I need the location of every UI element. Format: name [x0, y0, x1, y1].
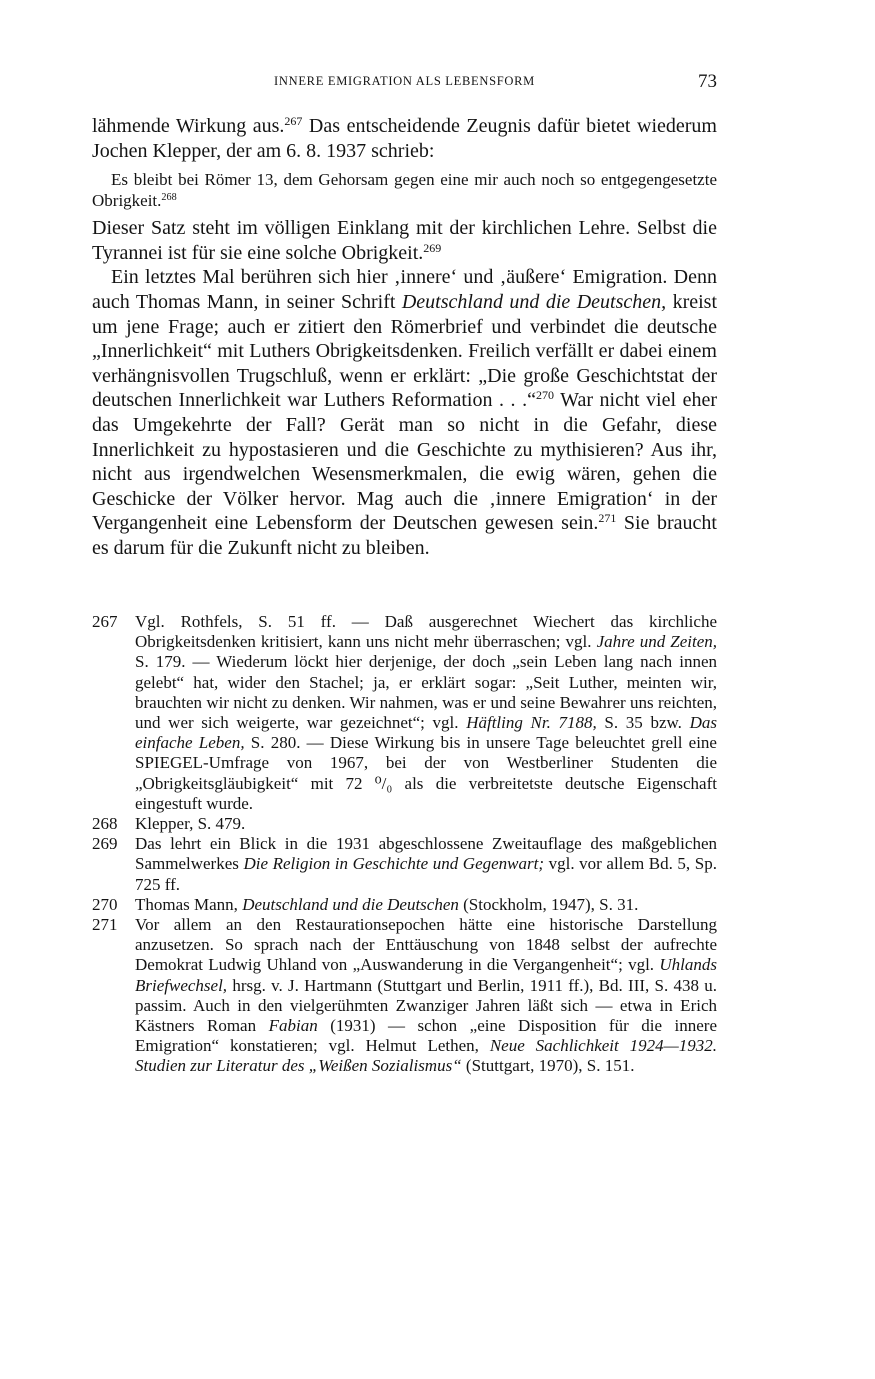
footnote-number: 268 — [92, 814, 118, 834]
text: S. 179. — Wiederum löckt hier derjenige, der doch „sein Leben lang nach innen gelebt“ hat, wider den Stachel; ja, er erklärt sogar: „Seit Luther, meinten wir, brauchten wir nicht zu denken. Wir nahmen, was er und seine Bewahrer uns reichten, und wer sich weigerte, war gezeichnet“; vgl. — [135, 652, 717, 733]
footnote-text — [135, 895, 717, 915]
footnote-270 — [92, 895, 717, 915]
footnote-number: 270 — [92, 894, 118, 914]
cited-title: Häftling Nr. 7188, — [466, 713, 597, 733]
running-head — [92, 72, 717, 94]
text: Das lehrt ein Blick in die 1931 abgeschlossene Zweitauflage des maßgeblichen Sammelwerkes — [135, 834, 717, 874]
text: Thomas Mann, — [135, 894, 243, 914]
footnote-text — [135, 915, 717, 1077]
text: kreist um jene Frage; auch er zitiert den Römerbrief und verbindet die deutsche „Innerlichkeit“ mit Luthers Obrigkeitsdenken. Freilich verfällt er dabei einem verhängnisvollen Trugschluß, wenn er erklärt: „Die große Geschichtstat der deutschen Innerlichkeit war Luthers Reformation . . .“ — [92, 290, 717, 412]
cited-title: Uhlands Briefwechsel, — [135, 955, 717, 995]
text: hrsg. v. J. Hartmann (Stuttgart und Berlin, 1911 ff.), Bd. III, S. 438 u. passim. Auch in den vielgerühmten Zwanziger Jahren läßt sich — etwa in Erich Kästners Roman — [135, 975, 717, 1036]
footnote-267 — [92, 612, 717, 814]
cited-title: Deutschland und die Deutschen — [242, 894, 459, 914]
page-number: 73 — [698, 71, 717, 92]
footnote-text — [135, 834, 717, 895]
footnote-ref-271[interactable]: 271 — [598, 511, 617, 526]
footnote-ref-269[interactable]: 269 — [423, 240, 442, 255]
text: Vor allem an den Restaurationsepochen hätte eine historische Darstellung anzusetzen. So sprach nach der Enttäuschung von 1848 selbst der aufrechte Demokrat Ludwig Uhland von „Auswanderung in die Vergangenheit“; vgl. — [135, 915, 717, 975]
cited-title: Das einfache Leben, — [135, 713, 717, 753]
text: lähmende Wirkung aus. — [92, 115, 285, 137]
quote-text: Es bleibt bei Römer 13, dem Gehorsam gegen eine mir auch noch so entgegengesetzte Obrigkeit. — [92, 170, 717, 210]
footnote-number: 269 — [92, 834, 118, 854]
text: Vgl. Rothfels, S. 51 ff. — Daß ausgerechnet Wiechert das kirchliche Obrigkeitsdenken kritisiert, kann uns nicht mehr überraschen; vgl. — [135, 612, 717, 652]
text: Das entscheidende Zeugnis dafür bietet wiederum Jochen Klepper, der am 6. 8. 1937 schrieb: — [92, 115, 717, 162]
main-text — [92, 114, 717, 561]
cited-title: Jahre und Zeiten, — [596, 632, 717, 652]
footnote-number: 267 — [92, 612, 118, 631]
cited-title: Neue Sachlichkeit 1924—1932. Studien zur Literatur des „Weißen Sozialismus“ — [135, 1036, 718, 1076]
text: Dieser Satz steht im völligen Einklang mit der kirchlichen Lehre. Selbst die Tyrannei ist für sie eine solche Obrigkeit. — [92, 217, 717, 264]
footnote-text — [135, 612, 717, 814]
paragraph-1 — [92, 114, 717, 163]
footnote-number: 271 — [92, 915, 118, 935]
text: S. 35 bzw. — [596, 713, 690, 733]
running-title: INNERE EMIGRATION ALS LEBENSFORM — [274, 74, 535, 88]
footnote-ref-268[interactable]: 268 — [161, 191, 177, 203]
footnote-ref-270[interactable]: 270 — [535, 388, 554, 403]
book-title: Deutschland und die Deutschen, — [401, 290, 667, 313]
footnote-269 — [92, 834, 717, 895]
text: Sie braucht es darum für die Zukunft nicht zu bleiben. — [92, 512, 717, 559]
cited-title: Fabian — [268, 1016, 318, 1036]
footnote-271 — [92, 915, 717, 1077]
footnote-ref-267[interactable]: 267 — [284, 113, 303, 128]
footnotes — [92, 612, 717, 1077]
text: Ein letztes Mal berühren sich hier ‚innere‘ und ‚äußere‘ Emigration. Denn auch Thomas Mann, in seiner Schrift — [92, 266, 717, 313]
paragraph-3 — [92, 265, 717, 560]
paragraph-2 — [92, 216, 717, 265]
footnote-268 — [92, 814, 717, 834]
text: War nicht viel eher das Umgekehrte der Fall? Gerät man so nicht in die Gefahr, diese Innerlichkeit zu hypostasieren und die Geschichte zu mythisieren? Aus ihr, nicht aus irgendwelchen Wesensmerkmalen, die ewig wären, gehen die Geschicke der Völker hervor. Mag auch die ‚innere Emigration‘ in der Vergangenheit eine Lebensform der Deutschen gewesen sein. — [92, 389, 717, 535]
cited-title: Die Religion in Geschichte und Gegenwart; — [243, 854, 544, 874]
text: (1931) — schon „eine Disposition für die innere Emigration“ konstatieren; vgl. Helmut Lethen, — [135, 1016, 718, 1056]
text: (Stuttgart, 1970), S. 151. — [461, 1056, 635, 1076]
block-quote — [92, 170, 717, 211]
footnote-text: Klepper, S. 479. — [135, 814, 246, 834]
text: vgl. vor allem Bd. 5, Sp. 725 ff. — [135, 854, 717, 894]
text: (Stockholm, 1947), S. 31. — [458, 894, 639, 914]
text: S. 280. — Diese Wirkung bis in unsere Tage beleuchtet grell eine SPIEGEL-Umfrage von 1967, bei der von Westberliner Studenten die „Obrigkeitsgläubigkeit“ mit 72 ⁰/₀ als die verbreitetste deutsche Eigenschaft eingestuft wurde. — [135, 733, 717, 813]
